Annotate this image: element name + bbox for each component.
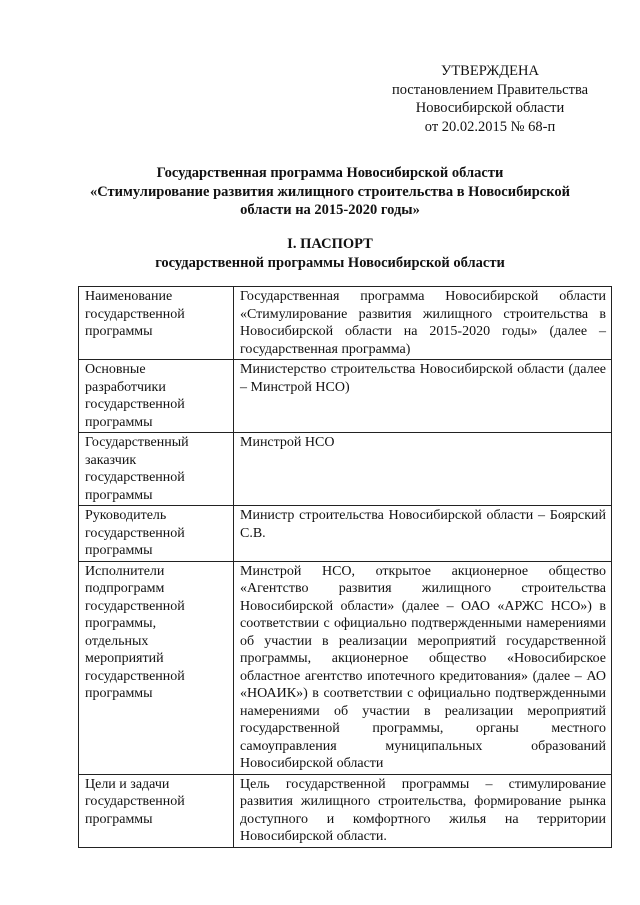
passport-label-line: государственной bbox=[85, 525, 185, 541]
passport-label-line: мероприятий bbox=[85, 651, 164, 666]
passport-label-line: государственной bbox=[85, 598, 185, 614]
program-title-line: Государственная программа Новосибирской области bbox=[156, 165, 504, 181]
approval-line: постановлением Правительства bbox=[391, 81, 589, 98]
passport-label-line: программы bbox=[85, 487, 153, 503]
section-subheading: государственной программы Новосибирской области bbox=[155, 255, 505, 271]
passport-label-line: государственной bbox=[85, 306, 185, 322]
approval-line: УТВЕРЖДЕНА bbox=[441, 63, 539, 79]
passport-row-value: Министерство строительства Новосибирской области (далее – Минстрой НСО) bbox=[234, 360, 612, 433]
program-title-line: области на 2015-2020 годы» bbox=[240, 202, 420, 218]
passport-row-value: Минстрой НСО, открытое акционерное общество «Агентство развития жилищного строительства Новосибирской области» (далее – ОАО «АРЖС НСО») в соответствии с официально подтвержденными намерениями об участии в реализации мероприятий государственной программы, акционерное общество «Новосибирское областное агентство ипотечного кредитования» (далее – АО «НОАИК») в соответствии с официально подтвержденными намерениями об участии в реализации мероприятий государственной программы, органы местного самоуправления муниципальных образований Новосибирской области bbox=[234, 561, 612, 774]
passport-label-line: государственной bbox=[85, 470, 185, 485]
passport-row-value: Государственная программа Новосибирской области «Стимулирование развития жилищного строительства в Новосибирской области на 2015-2020 годы» (далее – государственная программа) bbox=[234, 287, 612, 360]
passport-label-line: заказчик bbox=[85, 452, 137, 468]
program-title-line: «Стимулирование развития жилищного строительства в Новосибирской bbox=[90, 183, 570, 200]
section-number-heading: I. ПАСПОРТ bbox=[287, 236, 373, 252]
approval-line: от 20.02.2015 № 68-п bbox=[424, 118, 556, 135]
passport-label-line: отдельных bbox=[85, 633, 149, 649]
passport-label-line: программы bbox=[85, 686, 153, 701]
passport-row bbox=[79, 561, 612, 774]
passport-label-line: программы bbox=[85, 324, 153, 339]
passport-row-label bbox=[79, 561, 234, 774]
passport-label-line: Государственный bbox=[85, 435, 189, 450]
approval-line: Новосибирской области bbox=[415, 100, 565, 116]
passport-label-line: Основные bbox=[85, 362, 146, 377]
passport-label-line: государственной bbox=[85, 794, 185, 809]
program-title bbox=[60, 164, 600, 220]
passport-row-value: Министр строительства Новосибирской области – Боярский С.В. bbox=[234, 506, 612, 562]
passport-row-label bbox=[79, 360, 234, 433]
passport-table bbox=[78, 286, 612, 848]
passport-label-line: программы bbox=[85, 543, 153, 558]
section-heading bbox=[60, 235, 600, 273]
passport-row bbox=[79, 360, 612, 433]
passport-row bbox=[79, 506, 612, 562]
passport-row bbox=[79, 774, 612, 847]
passport-row-label bbox=[79, 287, 234, 360]
passport-label-line: государственной bbox=[85, 397, 185, 412]
passport-row-label bbox=[79, 433, 234, 506]
approval-stamp bbox=[380, 62, 600, 136]
passport-label-line: Цели и задачи bbox=[85, 776, 170, 792]
passport-row-value: Минстрой НСО bbox=[234, 433, 612, 506]
passport-row bbox=[79, 433, 612, 506]
passport-row-label bbox=[79, 506, 234, 562]
passport-label-line: разработчики bbox=[85, 379, 166, 395]
passport-row-value: Цель государственной программы – стимулирование развития жилищного строительства, формирование рынка доступного и комфортного жилья на территории Новосибирской области. bbox=[234, 774, 612, 847]
passport-label-line: программы bbox=[85, 811, 153, 827]
passport-label-line: программы, bbox=[85, 616, 157, 631]
passport-row-label bbox=[79, 774, 234, 847]
passport-label-line: Наименование bbox=[85, 289, 173, 304]
passport-table-body bbox=[79, 287, 612, 848]
passport-label-line: государственной bbox=[85, 668, 185, 684]
passport-label-line: программы bbox=[85, 414, 153, 430]
passport-label-line: Исполнители bbox=[85, 563, 165, 579]
passport-label-line: подпрограмм bbox=[85, 581, 165, 596]
passport-label-line: Руководитель bbox=[85, 508, 167, 523]
passport-row bbox=[79, 287, 612, 360]
